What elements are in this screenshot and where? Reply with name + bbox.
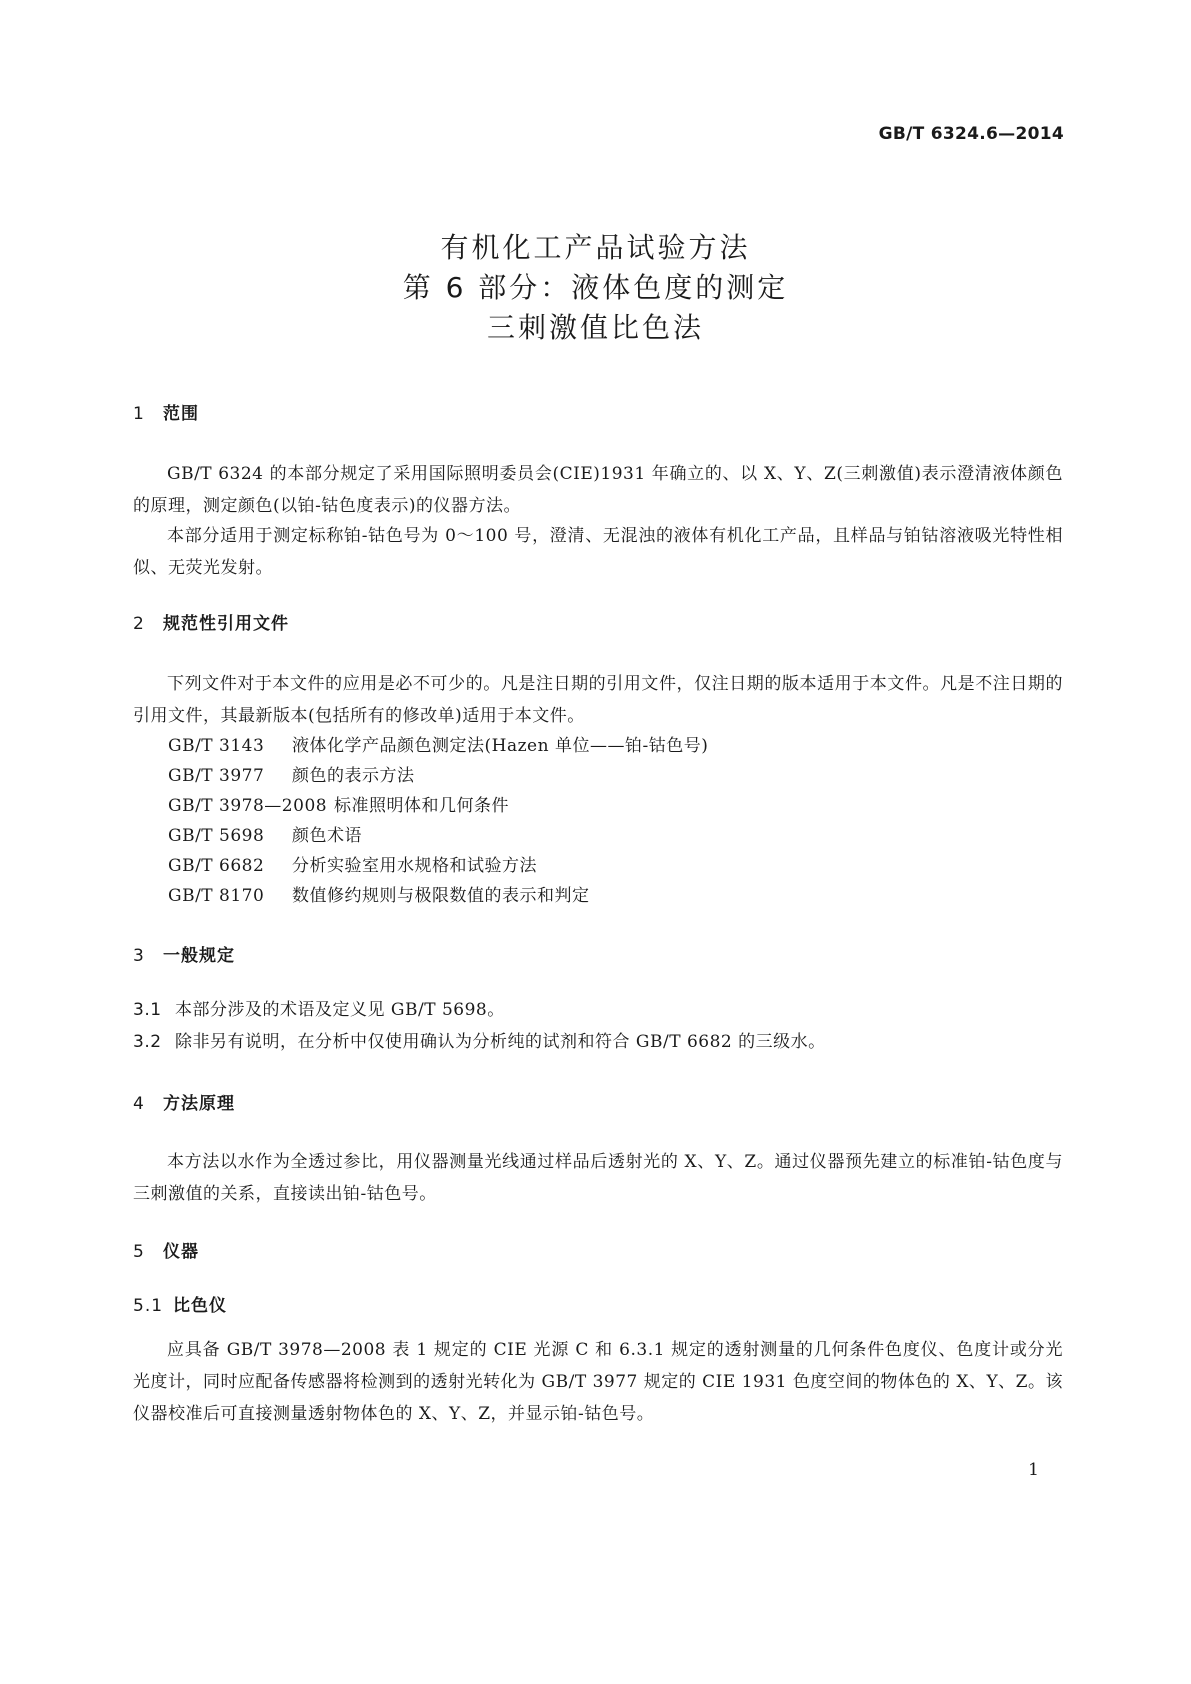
reference-title: 标准照明体和几何条件 [334,796,509,816]
reference-title: 数值修约规则与极限数值的表示和判定 [292,886,590,906]
section-1-paragraph-2: 本部分适用于测定标称铂-钴色号为 0～100 号，澄清、无混浊的液体有机化工产品，且样品与铂钴溶液吸光特性相似、无荧光发射。 [133,526,1063,578]
reference-title: 颜色的表示方法 [292,766,415,786]
section-number: 2 [133,614,145,634]
subsection-title: 比色仪 [173,1296,227,1316]
clause-number: 3.1 [133,1000,162,1020]
clause-3-1 [133,998,505,1022]
section-title: 规范性引用文件 [163,614,289,634]
reference-item [168,884,590,908]
reference-code: GB/T 3977 [168,766,265,786]
section-5-1-paragraph: 应具备 GB/T 3978—2008 表 1 规定的 CIE 光源 C 和 6.3.1 规定的透射测量的几何条件色度仪、色度计或分光光度计，同时应配备传感器将检测到的透射光转化为 GB/T 3977 规定的 CIE 1931 色度空间的物体色的 X、Y、Z。该仪器校准后可直接测量透射物体色的 X、Y、Z，并显示铂-钴色号。 [133,1340,1063,1424]
reference-item [168,734,708,758]
section-title: 方法原理 [163,1094,235,1114]
section-number: 3 [133,946,145,966]
section-3-heading [133,944,235,968]
reference-item [168,794,509,818]
reference-item [168,764,415,788]
reference-title: 分析实验室用水规格和试验方法 [292,856,537,876]
title-line-1: 有机化工产品试验方法 [440,231,751,264]
section-1-heading [133,402,199,426]
title-line-2: 第 6 部分：液体色度的测定 [402,271,789,304]
subsection-5-1-heading [133,1294,227,1318]
reference-code: GB/T 6682 [168,856,265,876]
section-4-heading [133,1092,235,1116]
standard-number: GB/T 6324.6—2014 [878,124,1064,144]
section-number: 4 [133,1094,145,1114]
section-2-heading [133,612,289,636]
title-line-3: 三刺激值比色法 [486,311,704,344]
clause-3-2 [133,1030,826,1054]
subsection-number: 5.1 [133,1296,164,1316]
clause-number: 3.2 [133,1032,162,1052]
section-title: 仪器 [163,1242,199,1262]
clause-text: 除非另有说明，在分析中仅使用确认为分析纯的试剂和符合 GB/T 6682 的三级水。 [175,1032,826,1052]
clause-text: 本部分涉及的术语及定义见 GB/T 5698。 [175,1000,505,1020]
section-5-heading [133,1240,199,1264]
section-4-paragraph: 本方法以水作为全透过参比，用仪器测量光线通过样品后透射光的 X、Y、Z。通过仪器预先建立的标准铂-钴色度与三刺激值的关系，直接读出铂-钴色号。 [133,1152,1063,1204]
section-number: 5 [133,1242,145,1262]
section-title: 范围 [163,404,199,424]
reference-item [168,824,362,848]
page-number: 1 [1028,1460,1039,1480]
reference-code: GB/T 3143 [168,736,265,756]
section-title: 一般规定 [163,946,235,966]
section-number: 1 [133,404,145,424]
reference-title: 颜色术语 [292,826,362,846]
section-1-paragraph-1: GB/T 6324 的本部分规定了采用国际照明委员会(CIE)1931 年确立的、以 X、Y、Z(三刺激值)表示澄清液体颜色的原理，测定颜色(以铂-钴色度表示)的仪器方法。 [133,464,1063,516]
section-2-intro: 下列文件对于本文件的应用是必不可少的。凡是注日期的引用文件，仅注日期的版本适用于本文件。凡是不注日期的引用文件，其最新版本(包括所有的修改单)适用于本文件。 [133,674,1063,726]
document-title [0,228,1191,348]
reference-item [168,854,537,878]
reference-code: GB/T 8170 [168,886,265,906]
reference-title: 液体化学产品颜色测定法(Hazen 单位——铂-钴色号) [292,736,709,756]
reference-code: GB/T 3978—2008 [168,796,328,816]
reference-code: GB/T 5698 [168,826,265,846]
